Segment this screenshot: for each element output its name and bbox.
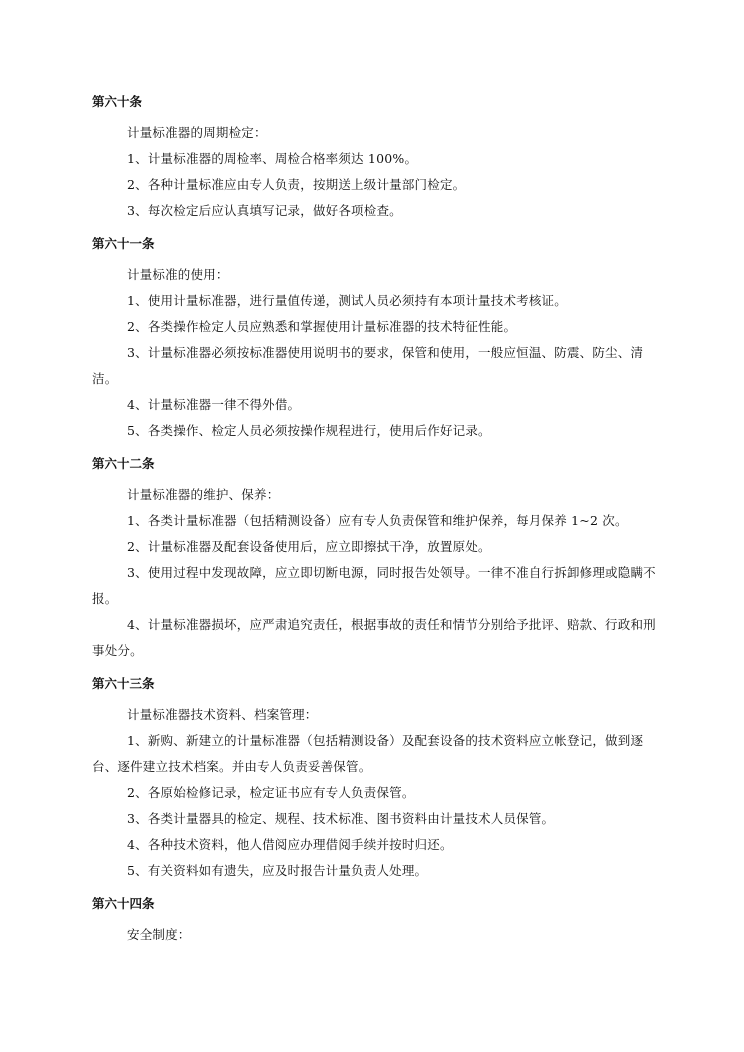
article-62-item-4: 4、计量标准器损坏，应严肃追究责任，根据事故的责任和情节分别给予批评、赔款、行政和刑事处分。 — [92, 617, 656, 658]
article-64-intro: 安全制度： — [127, 927, 191, 942]
article-62-item-3: 3、使用过程中发现故障，应立即切断电源，同时报告处领导。一律不准自行拆卸修理或隐瞒不报。 — [92, 565, 656, 606]
article-63-heading: 第六十三条 — [92, 676, 155, 691]
article-61-item-1: 1、使用计量标准器，进行量值传递，测试人员必须持有本项计量技术考核证。 — [127, 293, 567, 308]
article-61-item-4: 4、计量标准器一律不得外借。 — [127, 397, 301, 412]
article-60-intro: 计量标准器的周期检定： — [127, 125, 267, 140]
article-60-item-2: 2、各种计量标准应由专人负责，按期送上级计量部门检定。 — [127, 177, 466, 192]
article-63-item-4: 4、各种技术资料，他人借阅应办理借阅手续并按时归还。 — [127, 837, 453, 852]
article-63-item-3: 3、各类计量器具的检定、规程、技术标准、图书资料由计量技术人员保管。 — [127, 811, 555, 826]
article-63-item-1: 1、新购、新建立的计量标准器（包括精测设备）及配套设备的技术资料应立帐登记，做到逐台、逐件建立技术档案。并由专人负责妥善保管。 — [92, 733, 644, 774]
article-61-item-2: 2、各类操作检定人员应熟悉和掌握使用计量标准器的技术特征性能。 — [127, 319, 517, 334]
article-63-intro: 计量标准器技术资料、档案管理： — [127, 707, 318, 722]
article-62-intro: 计量标准器的维护、保养： — [127, 487, 280, 502]
article-63-item-5: 5、有关资料如有遗失，应及时报告计量负责人处理。 — [127, 863, 428, 878]
article-61-item-3: 3、计量标准器必须按标准器使用说明书的要求，保管和使用，一般应恒温、防震、防尘、清洁。 — [92, 345, 644, 386]
article-62-item-2: 2、计量标准器及配套设备使用后，应立即擦拭干净，放置原处。 — [127, 539, 491, 554]
article-62-heading: 第六十二条 — [92, 456, 155, 471]
article-60-heading: 第六十条 — [92, 94, 143, 109]
article-60-item-1: 1、计量标准器的周检率、周检合格率须达 100%。 — [127, 151, 418, 166]
article-61-heading: 第六十一条 — [92, 236, 155, 251]
article-60-item-3: 3、每次检定后应认真填写记录，做好各项检查。 — [127, 203, 402, 218]
article-64-heading: 第六十四条 — [92, 896, 155, 911]
article-63-item-2: 2、各原始检修记录，检定证书应有专人负责保管。 — [127, 785, 415, 800]
article-62-item-1: 1、各类计量标准器（包括精测设备）应有专人负责保管和维护保养，每月保养 1~2 次。 — [127, 513, 628, 528]
article-61-intro: 计量标准的使用： — [127, 267, 229, 282]
article-61-item-5: 5、各类操作、检定人员必须按操作规程进行，使用后作好记录。 — [127, 423, 491, 438]
